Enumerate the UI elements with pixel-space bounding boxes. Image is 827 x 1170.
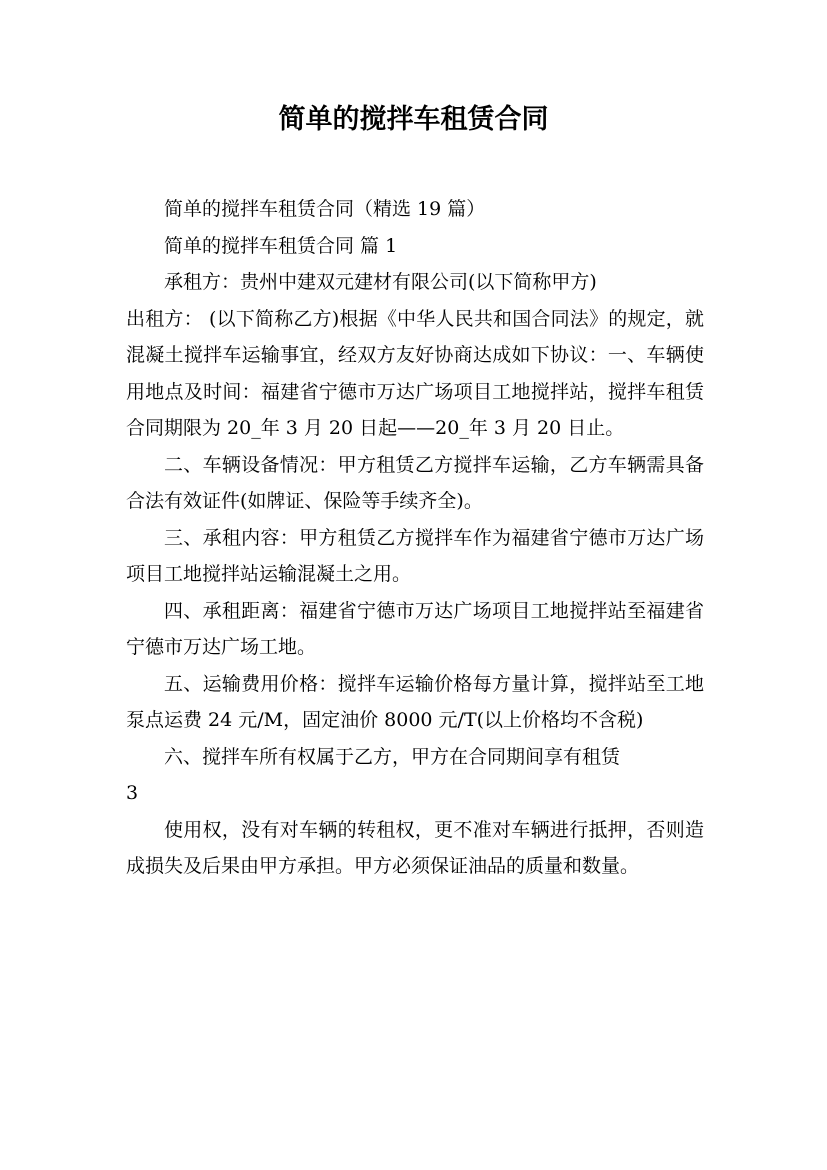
page-number: 3 [126,782,139,804]
paragraph-vehicle-equipment: 二、车辆设备情况：甲方租赁乙方搅拌车运输，乙方车辆需具备合法有效证件(如牌证、保险等手续齐全)。 [126,453,704,512]
paragraph-lease-content: 三、承租内容：甲方租赁乙方搅拌车作为福建省宁德市万达广场项目工地搅拌站运输混凝土之用。 [126,526,704,585]
paragraph-lessor-agreement: 出租方： (以下简称乙方)根据《中华人民共和国合同法》的规定，就混凝土搅拌车运输事宜，经双方友好协商达成如下协议：一、车辆使用地点及时间：福建省宁德市万达广场项目工地搅拌站，搅拌车租赁合同期限为 20_年 3 月 20 日起——20_年 3 月 20 日止。 [126,307,704,439]
section-heading: 简单的搅拌车租赁合同 篇 1 [164,234,398,257]
paragraph-lease-distance: 四、承租距离：福建省宁德市万达广场项目工地搅拌站至福建省宁德市万达广场工地。 [126,599,704,658]
document-body [126,191,704,885]
paragraph-continuation: 使用权，没有对车辆的转租权，更不准对车辆进行抵押，否则造成损失及后果由甲方承担。甲方必须保证油品的质量和数量。 [126,818,704,877]
paragraph-lessee: 承租方：贵州中建双元建材有限公司(以下简称甲方) [164,271,597,293]
paragraph-transport-fee: 五、运输费用价格：搅拌车运输价格每方量计算，搅拌站至工地泵点运费 24 元/M，固定油价 8000 元/T(以上价格均不含税) [126,672,704,731]
document-title: 简单的搅拌车租赁合同 [278,104,549,135]
document-subtitle: 简单的搅拌车租赁合同（精选 19 篇） [164,198,486,220]
paragraph-ownership: 六、搅拌车所有权属于乙方，甲方在合同期间享有租赁 [164,745,621,768]
